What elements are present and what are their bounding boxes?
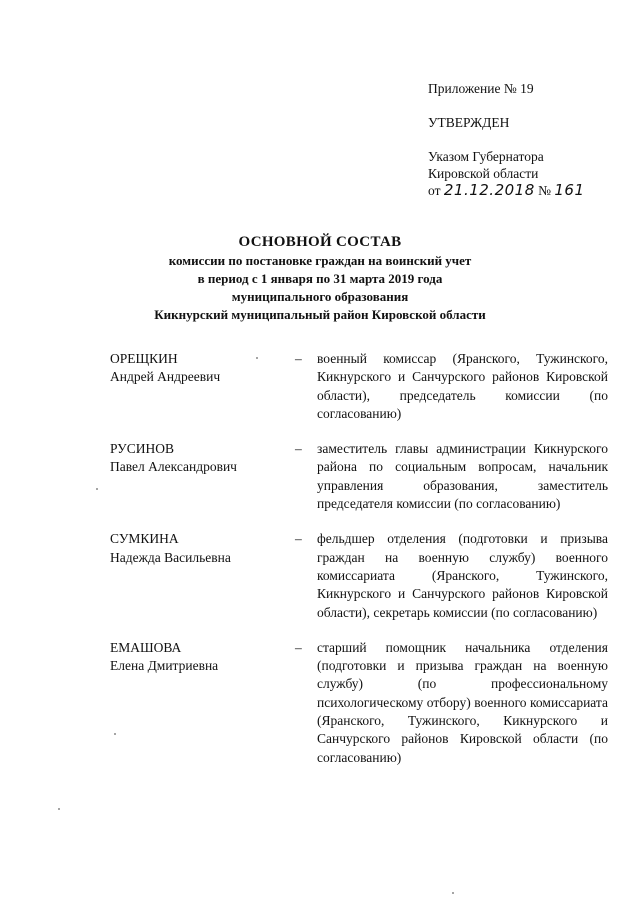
member-dash: – [295,531,302,547]
approved-stamp-text: УТВЕРЖДЕН [428,115,510,130]
scan-speck [58,808,60,810]
appendix-number: Приложение № 19 [428,81,534,96]
member-role: военный комиссар (Яранского, Тужинского, Кикнурского и Санчурского районов Кировской области), председатель комиссии (по согласованию) [317,351,608,421]
member-name [110,639,295,767]
title-line-1: комиссии по постановке граждан на воинский учет [168,253,472,268]
scan-speck [256,357,258,359]
scan-speck [96,488,98,490]
member-role: старший помощник начальника отделения (подготовки и призыва граждан на военную службу) (по профессиональному психологическому отбору) военного комиссариата (Яранского, Тужинского, Кикнурского и Санчурского районов Кировской области (по согласованию) [317,639,608,765]
title-main: ОСНОВНОЙ СОСТАВ [238,234,402,250]
member-row [110,530,608,621]
member-role: заместитель главы администрации Кикнурского района по социальным вопросам, начальник управления образования, заместитель председателя комиссии (по согласованию) [317,441,608,512]
handwritten-number: 161 [554,181,585,199]
member-row [110,440,608,513]
member-dash: – [295,441,302,457]
member-surname: РУСИНОВ [110,441,174,457]
document-title [0,232,640,324]
member-name [110,350,295,423]
member-name [110,530,295,621]
scan-speck [114,733,116,735]
number-sign: № [538,183,552,198]
member-given-names: Надежда Васильевна [110,549,231,565]
decree-line-1: Указом Губернатора [428,149,544,164]
member-dash: – [295,351,302,366]
member-role: фельдшер отделения (подготовки и призыва граждан на военную службу) военного комиссариата (Яранского, Тужинского, Кикнурского и Санчурского районов Кировской области), секретарь комиссии (по согласованию) [317,531,608,620]
title-line-3: муниципального образования [231,289,409,304]
member-surname: СУМКИНА [110,531,179,547]
approval-block [428,80,628,199]
member-surname: ЕМАШОВА [110,639,182,655]
member-given-names: Андрей Андреевич [110,369,221,385]
member-dash: – [295,639,302,655]
member-name [110,440,295,513]
title-line-2: в период с 1 января по 31 марта 2019 года [197,271,443,286]
member-given-names: Павел Александрович [110,459,237,475]
decree-line-2: Кировской области [428,166,539,181]
members-list [110,350,608,784]
date-prefix: от [428,183,441,198]
member-row [110,350,608,423]
decree-date-line [428,182,628,199]
member-surname: ОРЕЩКИН [110,351,178,366]
title-line-4: Кикнурский муниципальный район Кировской области [154,307,486,322]
handwritten-date: 21.12.2018 [443,181,535,199]
member-row [110,639,608,767]
scan-speck [452,892,454,894]
member-given-names: Елена Дмитриевна [110,658,219,674]
